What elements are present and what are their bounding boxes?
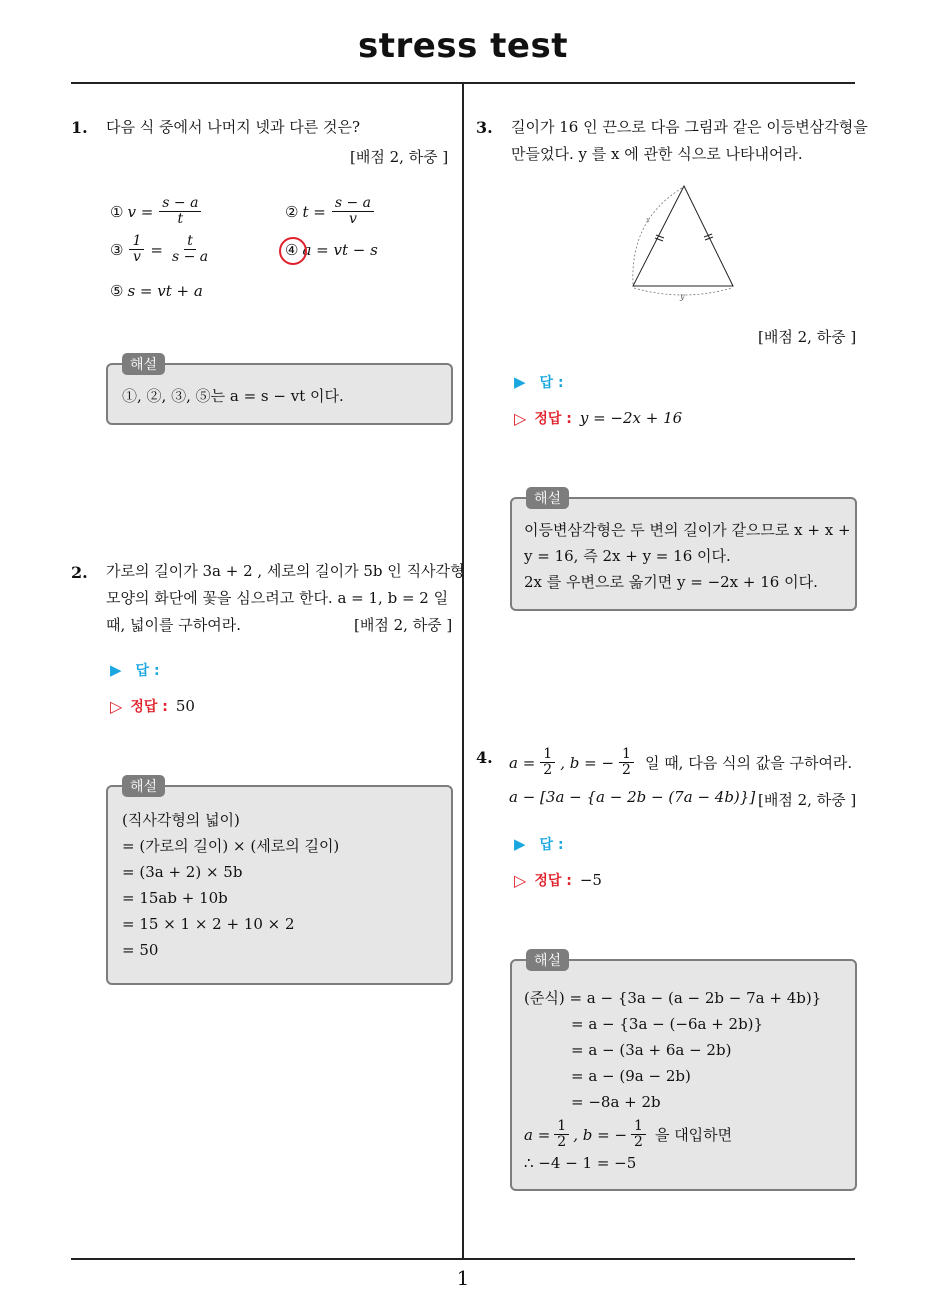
q2-solution-line: = 15ab + 10b <box>122 889 228 907</box>
open-triangle-icon: ▷ <box>110 696 123 716</box>
option-1-label: ① <box>110 202 124 221</box>
q1-solution-box <box>106 357 453 425</box>
option-2-fraction: $\frac{s - a}{v}$ <box>332 196 374 227</box>
q4-b-fraction: $\frac{1}{2}$ <box>619 747 634 778</box>
q4-expression: a − [3a − {a − 2b − (7a − 4b)}] <box>509 788 756 806</box>
option-3-lhs-fraction: $\frac{1}{v}$ <box>129 234 144 265</box>
column-divider <box>462 83 464 1258</box>
page-title: stress test <box>358 26 568 66</box>
q4-solution-tag: 해설 <box>526 949 569 971</box>
q4-sub-tail: 을 대입하면 <box>654 1125 733 1144</box>
q3-solution-box <box>510 491 857 611</box>
figure-side-label: x <box>646 216 650 224</box>
q4-solution-line: = a − (9a − 2b) <box>571 1067 691 1085</box>
q4-substitution-line <box>524 1119 821 1150</box>
q4-answer-label: 답 : <box>539 837 564 853</box>
q3-text-line-1: 길이가 16 인 끈으로 다음 그림과 같은 이등변삼각형을 <box>511 118 868 136</box>
q2-solution-line: = (3a + 2) × 5b <box>122 863 243 881</box>
footer-rule <box>71 1258 855 1260</box>
q1-option-1[interactable] <box>110 196 203 227</box>
play-icon: ▶ <box>514 835 526 853</box>
q2-number: 2. <box>71 563 88 582</box>
q2-text-line-3: 때, 넓이를 구하여라. <box>106 616 241 634</box>
q4-sub-a-fraction: $\frac{1}{2}$ <box>554 1119 569 1150</box>
q3-answer-row <box>514 372 564 392</box>
q4-solution-line: = −8a + 2b <box>571 1093 661 1111</box>
q4-text-tail: 일 때, 다음 식의 값을 구하여라. <box>644 753 853 772</box>
q2-correct-value: 50 <box>175 697 195 715</box>
q4-sub-b-fraction: $\frac{1}{2}$ <box>631 1119 646 1150</box>
q2-answer-label: 답 : <box>135 663 160 679</box>
q4-sub-b-lhs: , b = − <box>573 1125 628 1144</box>
option-1-lhs: v = <box>127 202 154 221</box>
q3-solution-line: 이등변삼각형은 두 변의 길이가 같으므로 x + x + <box>524 521 851 539</box>
q1-solution-line: ①, ②, ③, ⑤는 a = s − vt 이다. <box>122 387 344 405</box>
q2-solution-line: = 15 × 1 × 2 + 10 × 2 <box>122 915 295 933</box>
q4-solution-line: = a − {3a − (−6a + 2b)} <box>571 1015 764 1033</box>
q3-solution-line: y = 16, 즉 2x + y = 16 이다. <box>524 547 731 565</box>
option-4-label: ④ <box>285 241 299 259</box>
open-triangle-icon: ▷ <box>514 408 527 428</box>
q4-answer-row <box>514 834 564 854</box>
q1-option-3[interactable] <box>110 234 213 265</box>
option-5-label: ⑤ <box>110 282 124 300</box>
q1-option-2[interactable] <box>285 196 376 227</box>
q3-solution-line: 2x 를 우변으로 옮기면 y = −2x + 16 이다. <box>524 573 818 591</box>
option-2-label: ② <box>285 202 299 221</box>
q2-points: [배점 2, 하중 ] <box>354 616 453 634</box>
q2-correct-row <box>110 696 195 716</box>
q3-solution-tag: 해설 <box>526 487 569 509</box>
play-icon: ▶ <box>110 661 122 679</box>
q2-solution-line: = (가로의 길이) × (세로의 길이) <box>122 837 340 855</box>
option-5-expr: s = vt + a <box>127 282 203 300</box>
q3-text <box>511 114 868 168</box>
q1-text: 다음 식 중에서 나머지 넷과 다른 것은? <box>106 118 361 136</box>
q4-a-lhs: a = <box>509 753 536 772</box>
option-4-expr: a = vt − s <box>302 241 378 259</box>
q4-sub-a-lhs: a = <box>524 1125 551 1144</box>
q3-number: 3. <box>476 118 493 137</box>
q1-points: [배점 2, 하중 ] <box>350 148 449 166</box>
q2-correct-label: 정답 : <box>130 699 168 715</box>
play-icon: ▶ <box>514 373 526 391</box>
q1-option-5[interactable] <box>110 282 203 300</box>
option-3-fraction: $\frac{t}{s - a}$ <box>171 233 209 265</box>
q2-solution-line: = 50 <box>122 941 159 959</box>
q4-solution-line: = a − (3a + 6a − 2b) <box>571 1041 732 1059</box>
isosceles-triangle-figure <box>620 180 750 302</box>
q3-correct-row <box>514 408 682 428</box>
q3-answer-label: 답 : <box>539 375 564 391</box>
q2-solution-box <box>106 779 453 985</box>
q2-answer-row <box>110 660 160 680</box>
q4-solution-line: (준식) = a − {3a − (a − 2b − 7a + 4b)} <box>524 989 822 1007</box>
q4-solution-box <box>510 953 857 1191</box>
q2-solution-line: (직사각형의 넓이) <box>122 811 240 829</box>
q4-correct-row <box>514 870 602 890</box>
option-3-eq: = <box>150 240 163 259</box>
selected-answer-circle-icon <box>279 237 307 265</box>
q4-final-line: ∴ −4 − 1 = −5 <box>524 1154 637 1172</box>
page-number: 1 <box>456 1266 470 1290</box>
q3-text-line-2: 만들었다. y 를 x 에 관한 식으로 나타내어라. <box>511 145 803 163</box>
option-3-label: ③ <box>110 240 124 259</box>
q2-solution-tag: 해설 <box>122 775 165 797</box>
q4-points: [배점 2, 하중 ] <box>758 791 857 809</box>
q4-a-fraction: $\frac{1}{2}$ <box>540 747 555 778</box>
option-1-fraction: $\frac{s - a}{t}$ <box>159 196 201 227</box>
option-2-lhs: t = <box>302 202 326 221</box>
q3-correct-value: y = −2x + 16 <box>579 409 683 427</box>
q1-number: 1. <box>71 118 88 137</box>
q3-correct-label: 정답 : <box>534 411 572 427</box>
q3-points: [배점 2, 하중 ] <box>758 328 857 346</box>
figure-base-label: y <box>680 292 685 301</box>
q2-text-line-2: 모양의 화단에 꽃을 심으려고 한다. a = 1, b = 2 일 <box>106 589 449 607</box>
q4-text <box>509 747 852 778</box>
q1-solution-tag: 해설 <box>122 353 165 375</box>
q2-text-line-1: 가로의 길이가 3a + 2 , 세로의 길이가 5b 인 직사각형 <box>106 562 465 580</box>
q4-number: 4. <box>476 748 493 767</box>
q4-b-lhs: , b = − <box>560 753 615 772</box>
q4-correct-value: −5 <box>579 871 602 889</box>
open-triangle-icon: ▷ <box>514 870 527 890</box>
q4-correct-label: 정답 : <box>534 873 572 889</box>
